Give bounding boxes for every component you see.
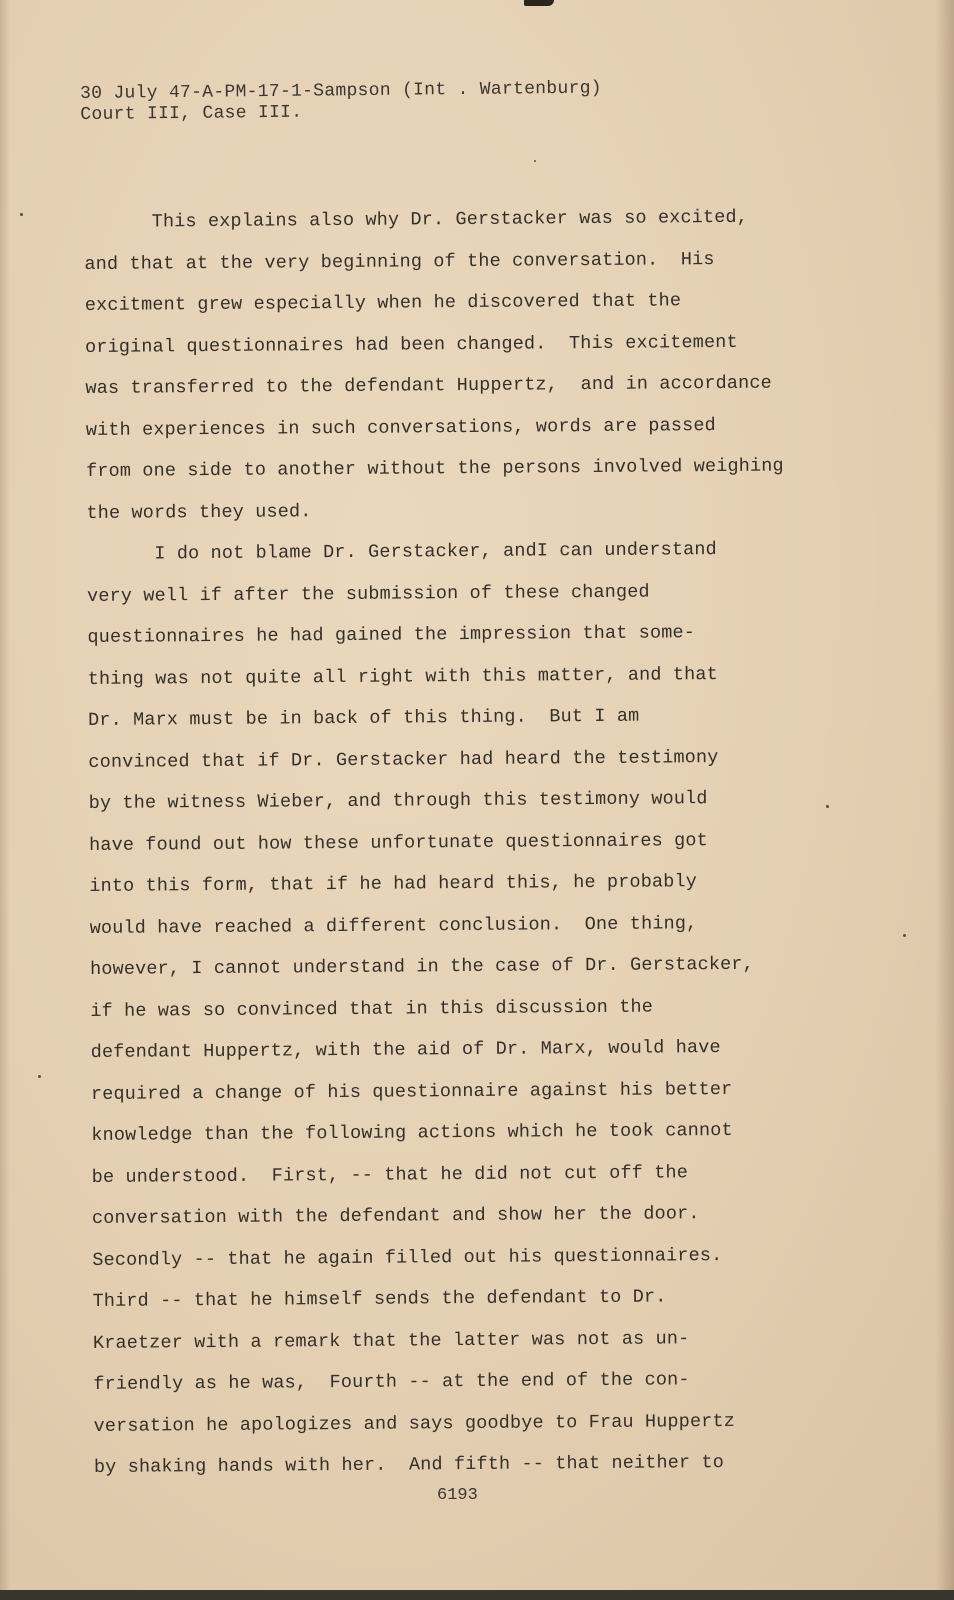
ink-speck bbox=[534, 160, 536, 162]
ink-speck bbox=[903, 934, 906, 937]
transcript-line: Kraetzer with a remark that the latter was not as un- bbox=[92, 1327, 690, 1354]
transcript-line: I do not blame Dr. Gerstacker, andI can understand bbox=[86, 539, 717, 565]
transcript-line: required a change of his questionnaire against his better bbox=[90, 1078, 733, 1105]
transcript-line: conversation with the defendant and show her the door. bbox=[91, 1203, 700, 1229]
transcript-line: defendant Huppertz, with the aid of Dr. Marx, would have bbox=[90, 1037, 721, 1063]
transcript-line: knowledge than the following actions which he took cannot bbox=[91, 1119, 733, 1146]
transcript-line: be understood. First, -- that he did not cut off the bbox=[91, 1161, 689, 1188]
transcript-line: Third -- that he himself sends the defendant to Dr. bbox=[92, 1286, 667, 1312]
transcript-line: thing was not quite all right with this matter, and that bbox=[87, 663, 718, 690]
transcript-line: and that at the very beginning of the conversation. His bbox=[84, 248, 715, 275]
transcript-line: Secondly -- that he again filled out his questionnaires. bbox=[92, 1244, 723, 1271]
page-number: 6193 bbox=[437, 1486, 478, 1505]
transcript-line: was transferred to the defendant Huppertz, and in accordance bbox=[85, 372, 772, 399]
paper-edge-left bbox=[0, 0, 10, 1600]
paper-edge-bottom bbox=[0, 1590, 954, 1600]
transcript-body bbox=[84, 196, 874, 1489]
transcript-line: into this form, that if he had heard this, he probably bbox=[89, 871, 698, 897]
ink-speck bbox=[20, 213, 23, 216]
transcript-line: This explains also why Dr. Gerstacker was so excited, bbox=[84, 206, 749, 233]
transcript-line: original questionnaires had been changed. This excitement bbox=[85, 331, 738, 358]
transcript-line: versation he apologizes and says goodbye to Frau Huppertz bbox=[93, 1410, 736, 1437]
transcript-line: by shaking hands with her. And fifth -- that neither to bbox=[93, 1452, 725, 1478]
document-header bbox=[80, 79, 602, 126]
transcript-line: with experiences in such conversations, words are passed bbox=[85, 414, 716, 441]
header-session-line: 30 July 47-A-PM-17-1-Sampson (Int . Wartenburg) bbox=[80, 78, 602, 104]
transcript-line: the words they used. bbox=[86, 500, 312, 524]
transcript-line: from one side to another without the persons involved weighing bbox=[86, 455, 784, 482]
header-court-line: Court III, Case III. bbox=[80, 102, 303, 125]
paper-edge-right bbox=[936, 0, 954, 1600]
ink-speck bbox=[38, 1075, 41, 1078]
transcript-line: have found out how these unfortunate questionnaires got bbox=[88, 829, 708, 856]
binder-mark bbox=[524, 0, 554, 6]
transcript-line: would have reached a different conclusion. One thing, bbox=[89, 912, 698, 939]
transcript-line: convinced that if Dr. Gerstacker had heard the testimony bbox=[88, 746, 719, 773]
transcript-line: however, I cannot understand in the case of Dr. Gerstacker, bbox=[89, 953, 754, 980]
transcript-line: friendly as he was, Fourth -- at the end of the con- bbox=[93, 1369, 690, 1395]
transcript-line: if he was so convinced that in this discussion the bbox=[90, 996, 654, 1022]
transcript-line: questionnaires he had gained the impression that some- bbox=[87, 622, 696, 648]
transcript-line: very well if after the submission of these changed bbox=[87, 581, 650, 607]
transcript-line: Dr. Marx must be in back of this thing. But I am bbox=[87, 705, 640, 731]
transcript-line: excitment grew especially when he discovered that the bbox=[84, 290, 682, 316]
transcript-line: by the witness Wieber, and through this testimony would bbox=[88, 788, 708, 814]
